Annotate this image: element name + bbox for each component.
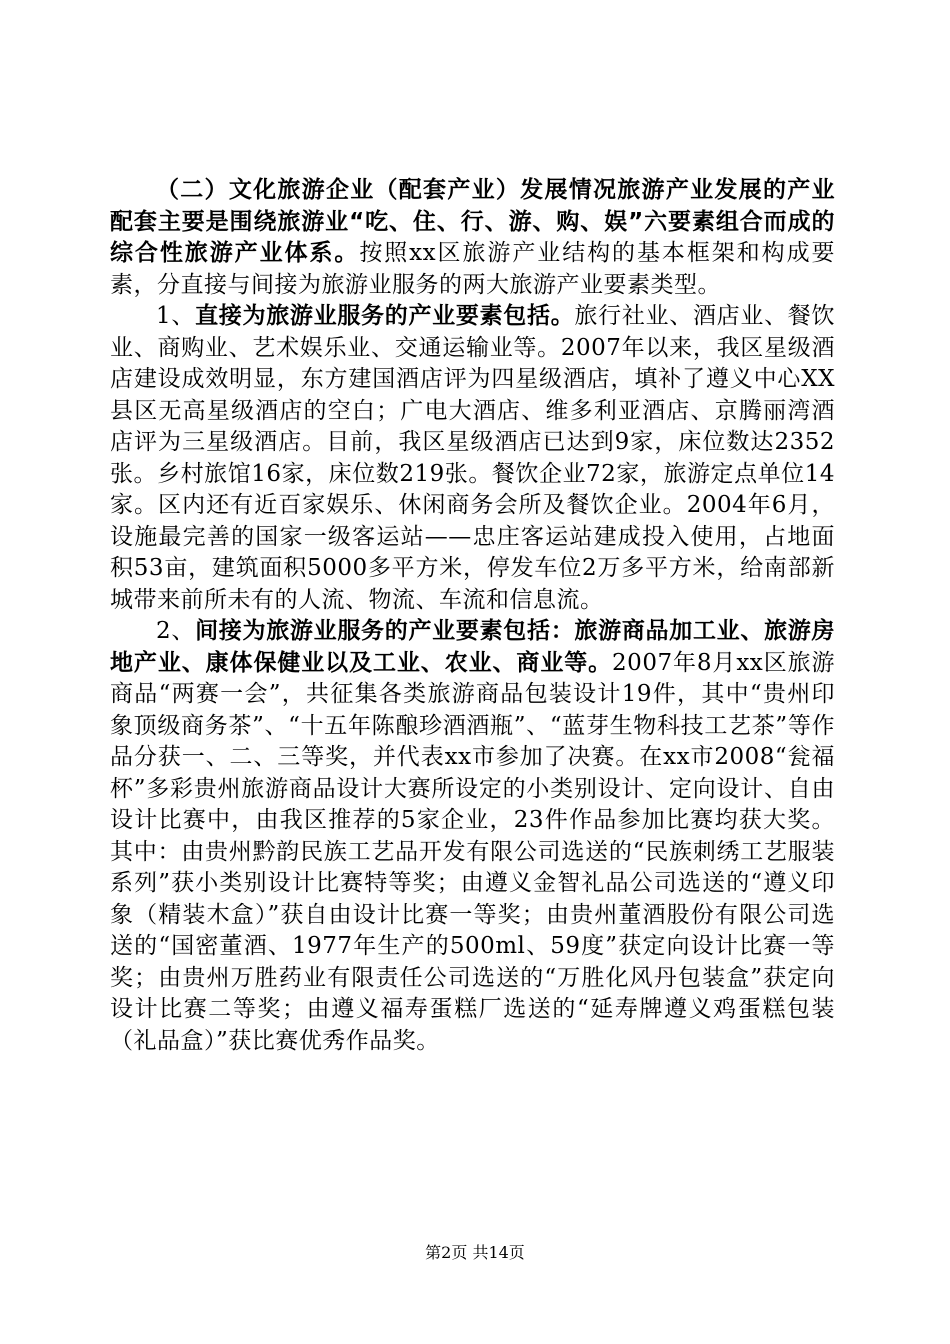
paragraph-heading: 间接为旅游业服务的产业要素包括：旅游商品加工业、旅游房地产业、康体保健业以及工业、农业、商业等。 [110, 618, 836, 676]
paragraph-text: 按照xx区旅游产业结构的基本框架和构成要素，分直接与间接为旅游业服务的两大旅游产业要素类型。 [110, 240, 835, 298]
paragraph-heading: 直接为旅游业服务的产业要素包括。 [195, 303, 575, 329]
paragraph-industry-overview [110, 175, 835, 301]
page-footer: 第2页 共14页 [425, 1243, 525, 1262]
paragraph-indirect-industry [110, 616, 835, 1057]
paragraph-text: 2007年8月xx区旅游商品“两赛一会”，共征集各类旅游商品包装设计19件，其中“贵州印象顶级商务茶”、“十五年陈酿珍酒酒瓶”、“蓝芽生物科技工艺茶”等作品分获一、二、三等奖，并代表xx市参加了决赛。在xx市2008“瓮福杯”多彩贵州旅游商品设计大赛所设定的小类别设计、定向设计、自由设计比赛中，由我区推荐的5家企业，23件作品参加比赛均获大奖。其中：由贵州黔韵民族工艺品开发有限公司选送的“民族刺绣工艺服装系列”获小类别设计比赛特等奖；由遵义金智礼品公司选送的“遵义印象（精装木盒）”获自由设计比赛一等奖；由贵州董酒股份有限公司选送的“国密董酒、1977年生产的500ml、59度”获定向设计比赛一等奖；由贵州万胜药业有限责任公司选送的“万胜化风丹包装盒”获定向设计比赛二等奖；由遵义福寿蛋糕厂选送的“延寿牌遵义鸡蛋糕包装（礼品盒）”获比赛优秀作品奖。 [110, 649, 836, 1054]
paragraph-lead: 2、 [156, 618, 196, 644]
paragraph-text: 旅行社业、酒店业、餐饮业、商购业、艺术娱乐业、交通运输业等。2007年以来，我区星级酒店建设成效明显，东方建国酒店评为四星级酒店，填补了遵义中心XX县区无高星级酒店的空白；广电大酒店、维多利亚酒店、京腾丽湾酒店评为三星级酒店。目前，我区星级酒店已达到9家，床位数达2352张。乡村旅馆16家，床位数219张。餐饮企业72家，旅游定点单位14家。区内还有近百家娱乐、休闲商务会所及餐饮企业。2004年6月，设施最完善的国家一级客运站——忠庄客运站建成投入使用，占地面积53亩，建筑面积5000多平方米，停发车位2万多平方米，给南部新城带来前所未有的人流、物流、车流和信息流。 [110, 303, 836, 613]
document-body [110, 175, 835, 1057]
paragraph-direct-industry [110, 301, 835, 616]
paragraph-lead: 1、 [156, 303, 196, 329]
paragraph-heading: （二）文化旅游企业（配套产业）发展情况旅游产业发展的产业配套主要是围绕旅游业“吃、住、行、游、购、娱”六要素组合而成的综合性旅游产业体系。 [110, 177, 835, 266]
